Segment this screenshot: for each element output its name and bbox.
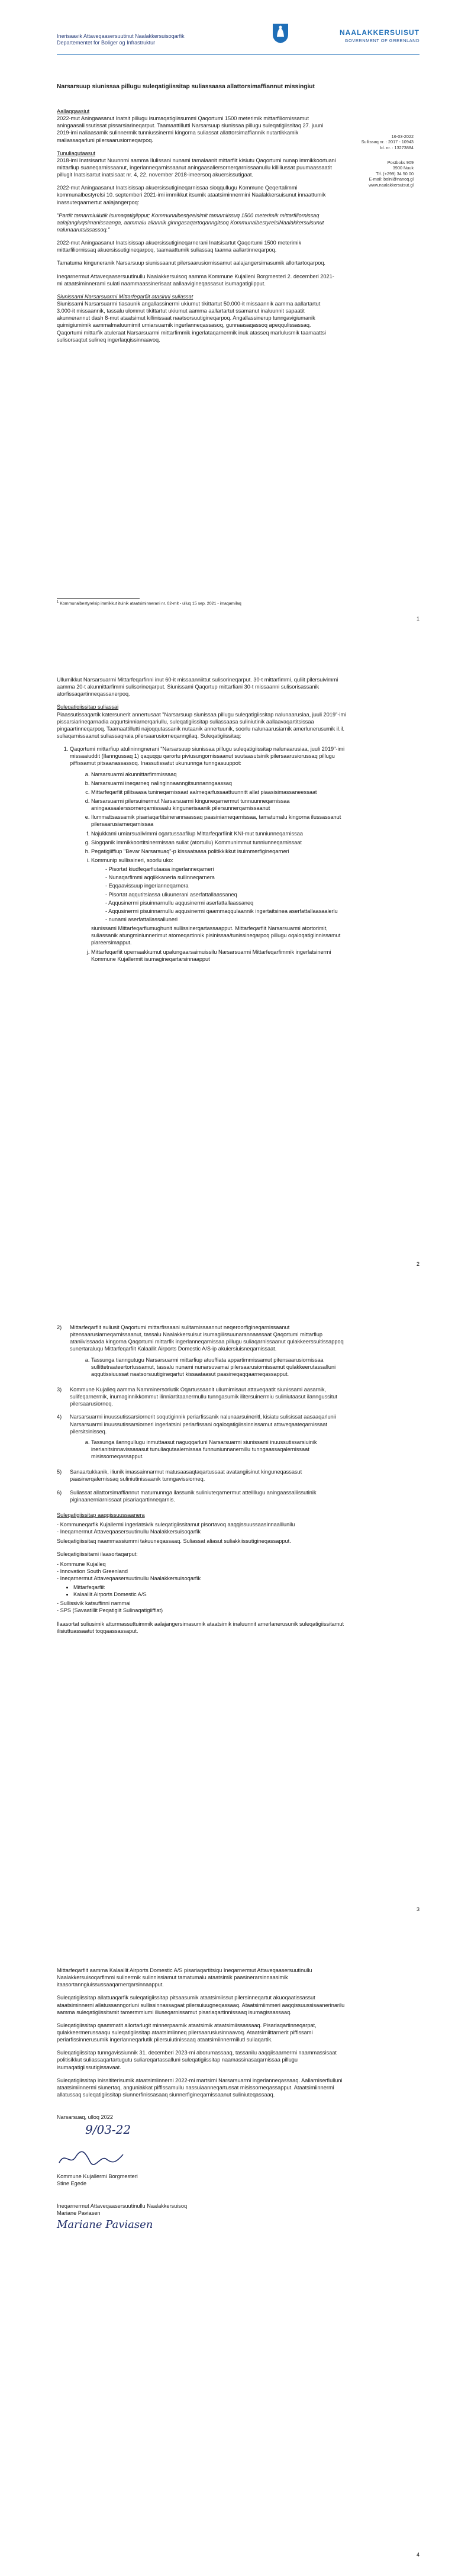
sub-list-item: h. Pegatigiiffiup "Bevar Narsarsuaq"-p kissaataasa politikkikkut isuimmerfigineqarneri bbox=[91, 848, 348, 855]
paragraph: 2018-imi Inatsisartut Nuunnmi aamma Ilulissani nunami tamalaanit mittarfiit kisiutu Qaqortumi nunap immikkoortuani mittarfiup suaneqarnissaanut, ingerlanneqarnissaanut aningaasaliersornerqarnissaanullu killiliussat puumaassaatit pillugit Inatsisartut inatsisaat nr. 4, 22. november 2018-imeersoq akuersissutigaat. bbox=[57, 157, 336, 178]
dash-list-item: - Eqqaavissuup ingerlanneqarnera bbox=[105, 882, 348, 889]
list-item-number: 5) bbox=[57, 1469, 62, 1475]
sub-list-item: a. Tassunga tianngutugu Narsarsuarmi mittarfiup atuuffiata appartimmissamut pitensaarusiornissaa sullittetraateertortussamut, tassalu nunami nunarsuvamai pilersaarusiornissamut qulakkeerutassalluni aqqutissiuussat naatsorsuutigineqartut kissaataasut paasineqaqqaarneqassapput. bbox=[91, 1356, 348, 1378]
list-item bbox=[57, 1386, 348, 1407]
section-heading: Suleqatigiissitap suliassai bbox=[57, 704, 119, 710]
list-item-number: 6) bbox=[57, 1489, 62, 1496]
paragraph: Suleqatigiissitap allattuaqarfik suleqatigiissitap pitsaasumik ataatsimiissut pilersinneqartut akuoqaatissassut ataatsiminnerni allatussanngorluni sullissinnassagaat pilersuiuugneqassaaq. Ataatsimiimmeri aaqqissuussisaanerinarilu aamma suleqatigiissitamit tamermmiumi iliuseqarnissamut pisariaqartinnissaaq isumagissassaaq. bbox=[57, 1995, 345, 2015]
header-rule bbox=[57, 54, 419, 55]
sub-list-item: c. Mittarfeqarfiit pilitsaasa tunineqarnissaat aalmeqarfussaattuunnitt allat piaasisimassaneessaat bbox=[91, 789, 348, 796]
paragraph: 2022-mut Aningaasanut Inatsisissap akuersissutigineqarnerani Inatsisartut Qaqortumi 1500 meterimik mittarfiliornissaq akuersissutigineqarpoq, taamaattumik suliassaq taanna aallartinneqarpoq. bbox=[57, 240, 302, 253]
participant bbox=[57, 1575, 348, 1598]
paragraph: Ilaasortat suliusimik atturmassuttuimmik aalajangersimasumik ataatsimik inaluunnit amerlanerusunik suleqatigiissitamut ilisiuttuassaatut toqqaassassaput. bbox=[57, 1620, 344, 1634]
footnote-rule bbox=[57, 598, 140, 599]
signer-2-name: Mariane Paviasen bbox=[57, 2210, 101, 2217]
dash-list-item: - Pisortat kiudfeqarfiutaasa ingerlanneqarneri bbox=[105, 866, 348, 873]
document-title-block bbox=[57, 83, 337, 91]
list-item-text: Mittarfeqarfiit suliusit Qaqortumi mittarfissaani sulitarnissaannut neqeroorfigineqarnissaanut pitensaarusiarneqarnissaanut, tassalu Naalakkersuisut isumagiiissuunarannaassaat Qaqortumi mittarfiup ataniivissaada kingorna Qaqortumi mittarfik ingerlanneqarnissaa pillugu suliaqarnissaanut qulakkeerssuitissappoq sunertaraluqu Mittarfeqarfiit Kalaallit Airports Domestic A/S-ip akuiersiuisneqarnissaat. bbox=[70, 1324, 344, 1352]
paragraph: Suleqatigiissitap qaammatit allortarlugit minnerpaamik ataatsimik ataatsimiissassaaq. Pisariaqartinneqarpat, qulakkeermerussaaqu suleqatigiissitap ataatsimiinneq pilersaarusiusinnaavoq. Ataatsimiittarnerit piffissami periarfissinnerusumik ingerlanneqarlutik pilersuiutinissaaq ataatsimiinnermiilutl suliaqartik. bbox=[57, 2022, 317, 2043]
page-number: 4 bbox=[416, 2552, 419, 2558]
org-subtitle: GOVERNMENT OF GREENLAND bbox=[344, 37, 419, 43]
paragraph: Ineqarnermut Attaveqaasersuutinullu Naalakkersuisoq aamma Kommune Kujalleni Borgmesteri 2. decemberi 2021-mi ataatsiminnerami sulati naammaassinerisaat aallaavigineqassasut isumagatigiipput. bbox=[57, 273, 334, 287]
paragraph: Suleqatigiissitaq naammassiummi takuuneqassaaq. Suliassat aliasut suliakkiissutigineqassapput. bbox=[57, 1538, 291, 1545]
signer-2-title: Ineqarnermut Attaveqaasersuutinullu Naalakkersuisoq bbox=[57, 2203, 188, 2210]
document-title: Narsarsuup siunissaa pillugu suleqatigiissitap suliassaasa allattorsimaffiannut missingiut bbox=[57, 83, 315, 90]
list-item bbox=[57, 1489, 348, 1503]
paragraph: Ullumikkut Narsarsuarmi Mittarfeqarfinni inut 60-it missaanniittut sulisorineqarput. 30-t mittarfimmi, quliit pilersuivimmi aamma 20-t akunnittarfimmi sulisorineqarput. Siunissami Qaqortup mittarfiani 30-t missaanni sulisorisassanik atorfissaqartinneqassanerpoq. bbox=[57, 677, 338, 697]
section-heading: Aallaqqaasiut bbox=[57, 108, 90, 114]
sub-list bbox=[70, 771, 348, 963]
list-item bbox=[57, 1468, 348, 1482]
sub-list bbox=[70, 1356, 348, 1378]
meta-date: 16-03-2022 bbox=[391, 134, 414, 139]
participants-list bbox=[57, 1561, 348, 1615]
dash-list-item: - nunami aserfattallassalluneri bbox=[105, 916, 348, 923]
dash-list-item: - Kommuneqarfik Kujallermi ingerlatsivik suleqatigiissitamut pisortavoq aaqqissuussaasinnaalllunilu bbox=[57, 1521, 348, 1528]
participant: - Sullissivik katsuffinni nammai bbox=[57, 1600, 348, 1607]
list-item bbox=[70, 745, 348, 963]
page-number: 3 bbox=[416, 1906, 419, 1912]
sub-list-item: j. Mittarfeqarfiit upernaakkumut upalungaarsaimuissilu Narsarsuarmi Mittarfeqarfimmik ingerlatsinermi Kommune Kujallermit isumagineqartarsinnaapput bbox=[91, 948, 348, 963]
section-heading: Siunissami Narsarsuarmi Mittarfeqarfiit atasinni suliassat bbox=[57, 293, 193, 300]
dash-list-item: - Ineqarnermut Attaveqaasersuutinullu Naalakkersuisoqarfik bbox=[57, 1528, 348, 1535]
sub-list-item: a. Narsarsuarmi akunnittarfimmissaaq bbox=[91, 771, 348, 778]
participant-sub: • Mittarfeqarfiit bbox=[73, 1584, 348, 1591]
address-web: www.naalakkersuisut.gl bbox=[369, 182, 414, 188]
paragraph: Piaassutissaqartik katersunerit annertusaat "Narsarsuup siunissaa pillugu suleqatigiissitap nalunaarusiaa, juuli 2019"-imi pissarsiarineqarnadia aqqurtsinniarnerqariullu, suleqatigiissitap suliassaasa suliniutinik aallaavaqartitsissaa pingaartinneqarpoq. Taamaattillutti najoqqutassanik nutaanik annertuunik, soorlu nalunaarusiarnik amerlunerusumik il.il. suliaqarnissaanut suliassaqnaia pilersaarusiorneqanngilaq. Suleqatigiissitaq: bbox=[57, 711, 347, 739]
participant: - Innovation South Greenland bbox=[57, 1568, 348, 1575]
dash-list-item: - Aqqusinermi pisuinnarnullu aqqusinermi aserfattallaassaneq bbox=[105, 899, 348, 906]
page-4-body bbox=[57, 1967, 348, 2232]
section-heading: Tunuliaqutaasut bbox=[57, 150, 96, 156]
list-item bbox=[57, 1324, 348, 1380]
footnote-block bbox=[57, 598, 337, 607]
page-4 bbox=[0, 1936, 455, 2576]
list-item-number: 3) bbox=[57, 1386, 62, 1392]
sub-list bbox=[70, 1439, 348, 1460]
page-number: 2 bbox=[416, 1261, 419, 1267]
meta-id-number: Id. nr. : 13273884 bbox=[380, 144, 414, 150]
paragraph: 2022-mut Aningaasanut Inatsisissap akuersissutigineqarnissaa sioqqullugu Kommune Qeqertalimmi kommunalbestyrelsi 10. septemberi 2021-imi immikkut itsumik ataatsiminnermini Naalakkersuisunut innaattumik inassuteqaarnertut aalajangerpoq: bbox=[57, 185, 326, 205]
dash-list-item: - Aqqusinermi pisuinnarnullu aqqusinermi qaammaqqulaannik ingertaitsinea aserfattallaasaalerlu bbox=[105, 908, 348, 915]
signature-1-icon bbox=[57, 2149, 348, 2170]
sub-list-item: b. Narsarsuarmi ineqarneq nalinginnaanngitsunnanngaassaq bbox=[91, 780, 348, 787]
handwritten-date: 9/03-22 bbox=[85, 2122, 131, 2137]
address-email: E-mail: bolni@nanoq.gl bbox=[369, 176, 414, 182]
numbered-list bbox=[57, 1324, 348, 1503]
participant: - SPS (Savaatillit Peqatigiit Sulinaqatigiiffiat) bbox=[57, 1607, 348, 1614]
list-item-text: Narsarsuarmi inuussutissarsiornerit soqutiginnik periarfissanik nalunaarsuineritl, kisiatu sulisissat aasaaqarlunii Narsarsuarmi inuussutissarsiorneri ingerlatsini periarfissani oqaloqatigiissinnissamut attaveqaateqarnissaat pilersitsinisseq. bbox=[70, 1414, 336, 1435]
dash-list bbox=[91, 866, 348, 923]
paragraph: Mittarfeqarfiit aamma Kalaallit Airports Domestic A/S pisariaqartitsiqu Ineqarnermut Attaveqaasersuutinullu Naalakkersuisoqarfimmi sulinermik sulinnissiamut tamatumalu ataatsimik paasinerarsinnaasimik itaasortanngiuissussaaqarnerqarsinnaapput. bbox=[57, 1967, 312, 1988]
address-phone: Tlf. (+299) 34 50 00 bbox=[376, 171, 414, 176]
participants-heading: Suleqatigiissitami ilaasortaqarput: bbox=[57, 1551, 138, 1558]
header-department bbox=[57, 33, 185, 47]
sub-list-item bbox=[91, 857, 348, 947]
dash-list-item: - Pisortat aqqutitsiassa uliuunerani aserfattallaassaneq bbox=[105, 891, 348, 898]
list-item-text: Suliassat allattorsimaffiannut matumunnga ilassunik suliniuteqarnermut attellllugu aningaassaliissutinik piginaanerniarnissaat pisariaqartinneqarnis. bbox=[70, 1489, 317, 1503]
paragraph: 2022-mut Aningaasanut Inatsit pillugu isumaqatigiissummi Qaqortumi 1500 meterimik mittarfiliornissamut aningaasaliissutissat pissarsiarineqarput. Taamaattillutti Narsarsuup siunissaa pillugu suleqatigiissitaq 27. juuni 2019-imi naliaasamik sulinnermik tunniussinermi kingorna suliassat allattorsimaffiannik nutartikkamik maliassaqarluni pilersaarusiorneqarpoq. bbox=[57, 115, 324, 143]
sub-list-item: d. Narsarsuarmi pilersuinermut Narsarsuarmi kinguneqarnermut tunnuunneqarnissaa aningaasaalerssornerqarnissaalu kingunerisaanik pilersunnerqarnissaanut bbox=[91, 797, 348, 812]
sub-list-item-continuation: siunissami Mittarfeqarfiumughunit sullissinerqartassaapput. Mittarfeqarfiit Narsarsuarmi atortorimit, suliassanik atungminiunnerimut atomeqartinnik pisinissaa/tunissineqarpoq pillugu oqaloqatigiinnissamut piareersimapput. bbox=[91, 925, 341, 946]
header-department-line1: Inerisaavik Attaveqaasersuutinut Naalakkersuisoqarfik bbox=[57, 33, 185, 39]
meta-case-number: Sullissaq nr. : 2017 - 10943 bbox=[361, 139, 414, 145]
header-department-line2: Departementet for Boliger og Infrastruktur bbox=[57, 40, 156, 46]
section-heading: Suleqatigiissitap aaqqissuussaanera bbox=[57, 1511, 145, 1518]
org-name: NAALAKKERSUISUT bbox=[340, 28, 419, 37]
list-item-number: 2) bbox=[57, 1324, 62, 1330]
list-item bbox=[57, 1413, 348, 1462]
address-line: 3900 Nuuk bbox=[392, 165, 414, 171]
place-date: Narsarsuaq, ulloq 2022 bbox=[57, 2114, 113, 2121]
coat-of-arms-icon bbox=[272, 22, 289, 46]
block-quote: "Partiit tamarmiullutik isumaqatigiipput; Kommunalbestyrelsimit tamamiissuq 1500 meterimik mittarfiliornissaq aalajangiuqsimanissaanga, aammalu allannik ginngasaqartoqanngitsoq KommunalbestyrelsiNaalakkersuisunut nalunaarutsissassoq." bbox=[57, 212, 324, 233]
participant-sub: • Kalaallit Airports Domestic A/S bbox=[73, 1591, 348, 1598]
numbered-list bbox=[57, 745, 348, 963]
sender-address bbox=[348, 160, 414, 188]
paragraph: Suleqatigiissitap inissititerisumik ataatsimiinnerni 2022-mi martsimi Narsarsuarmi ingerlanneqassaaq. Aallarniserfiulluni ataatsimiinnermi siunertaq, anguniakkat piffissamullu nassuiaanneqartussat misissorneqassapput. Ataatsimiinnermi allatussaq suleqatigiissitap siunnerfinissasaaq siunnerfigineqarnissaanut suliniuteqassaaq. bbox=[57, 2077, 343, 2098]
participant-sub-list bbox=[57, 1584, 348, 1598]
dash-list-item: - Nunaqarfimmi aqqiikkaneria sullinneqarnera bbox=[105, 874, 348, 881]
list-item-text: Kommune Kujalleq aamma Namminersorlutik Oqartussaanit ullumimisaut attaveqaatit siunissami aasarnik, sulifeqarnermik, inumaginnikkommut ilinniartitaanermullu tunngasumik ilitersuinermiu suliniutaasut ilanngussitut pilersaarusiorneq. bbox=[70, 1386, 337, 1407]
signer-1-name: Stine Egede bbox=[57, 2180, 87, 2186]
paragraph: Siunissami Narsarsuarmi tiasaunik angallassinermi ukiumut tikittartut 50.000-it missaannik aamma aallartartut 3.000-it missaannik, tassalu ulomnut tikittartut ukiumut aamma aallartartut ssamanut inaluunnit sapaatit akunnerannut dash 8-mut ataatsimut killinissaat naatsorsuutigineqarpoq. Angallassinerup tunngavigiumanik quimigiumimik aammalmatuumimit umiarsuarnik ingerlanneqassasoq, gunnaasaqassoq apeqqulissassaq. Qaqortumi mittarfik atuleraat Narsarsuarmi mittarfimmik ingerlataqarnermik inuk atasseq marlulusmik taamaattsi sulisorsaqtut sulineq ingerlaqqissinnaavoq. bbox=[57, 300, 326, 343]
paragraph: Suleqatigiissitap tunngavissiunnik 31. decemberi 2023-mi aborumassaaq, tassanilu aaqqiisaarnermi naammassisaat politisikkut suliassaqartartugutu suliareqartassalluni suleqatigiissitap naamassinasaqarnissaa pillugu isumaqatigiissutigissavaat. bbox=[57, 2050, 337, 2070]
signer-1-title: Kommune Kujallermi Borgmesteri bbox=[57, 2173, 138, 2179]
sub-list-item: a. Tassunga ilanngullugu inmuttaasut naguqqarluni Narsarsuarmi siunissami inuussutissarsiuinik inerianitsinnavissasasut tunuliaqutaalernissaa funnuniunnanernillu tunngaassaqalernissaat misissorneqassapput. bbox=[91, 1439, 348, 1460]
footnote-text: Kommunalbestyrelsip immikkut ituinik ataatsiminnerani nr. 02-mit - ulluq 15 sep. 2021 - imaqarnilaq bbox=[60, 602, 241, 606]
sub-list-item: e. Ilummattsassamik pisariaqartitsinerannaassaq paasiniarneqarnissaa, tamatumalu kingorna ilussassanut pilersaarusiarneqarnissaa bbox=[91, 813, 348, 828]
footnote: $^1$ Kommunalbestyrelsip immikkut ituinik ataatsiminnerani nr. 02-mit - ulluq 15 sep. 2021 - imaqarnilaq bbox=[57, 600, 241, 606]
paragraph: Tamatuma kinguneranik Narsarsuup siunissaanut pilersaarusiornissamut aalajangersimasumik allortartoqarpoq. bbox=[57, 260, 325, 266]
address-line: Postboks 909 bbox=[387, 160, 414, 165]
page-3-body bbox=[57, 1321, 348, 1641]
list-item-number: 4) bbox=[57, 1414, 62, 1420]
page-2 bbox=[0, 645, 455, 1291]
participant-name: Ineqarnermut Attaveqaasersuutinullu Naalakkersuisoqarfik bbox=[60, 1575, 201, 1581]
signature-2: Mariane Paviasen bbox=[57, 2218, 153, 2231]
list-item-text: Qaqortumi mittarfiup atulininngnerani "Narsarsuup siunissaa pillugu suleqatigiissitap nalunaarusiaa, juuli 2019"-imi missaaiuddit (Ilanngussaq 1) qaquqqu qarortu piviusungornissaanut suutaasutsinik pilersaarusiorussaq pillugu piffissamut pitsaanassassoq. Inassutissatut ukununnga tunngasuuppot: bbox=[70, 746, 345, 767]
page-1 bbox=[0, 0, 455, 645]
participant: - Kommune Kujalleq bbox=[57, 1561, 348, 1568]
sub-list-item: g. Siogqanik immikkoortitsinermissan suliat (atortullu) Kommunimmut tunniunneqarnissaat bbox=[91, 839, 348, 846]
dash-list bbox=[57, 1521, 348, 1535]
document-meta bbox=[348, 134, 414, 150]
page-3 bbox=[0, 1291, 455, 1936]
page-1-body bbox=[57, 108, 337, 349]
sub-list-item-text: Kommunip sullissineri, soorlu uko: bbox=[91, 857, 173, 863]
header-organization bbox=[340, 28, 419, 44]
page-number: 1 bbox=[416, 616, 419, 622]
page-2-body bbox=[57, 676, 348, 969]
sub-list-item: f. Najukkami umiarsualivimmi ogartussaafilup Mittarfeqarfiinit KNI-mut tunniunneqarnissaa bbox=[91, 830, 348, 837]
list-item-text: Sanaartukkanik, iliunik imassainnarmut matusaasaqtaqartussaat avatangiisinut kinguneqassasut paasinerqalernissaq suliniutinissaanik tunngavissiorneq. bbox=[70, 1469, 302, 1482]
